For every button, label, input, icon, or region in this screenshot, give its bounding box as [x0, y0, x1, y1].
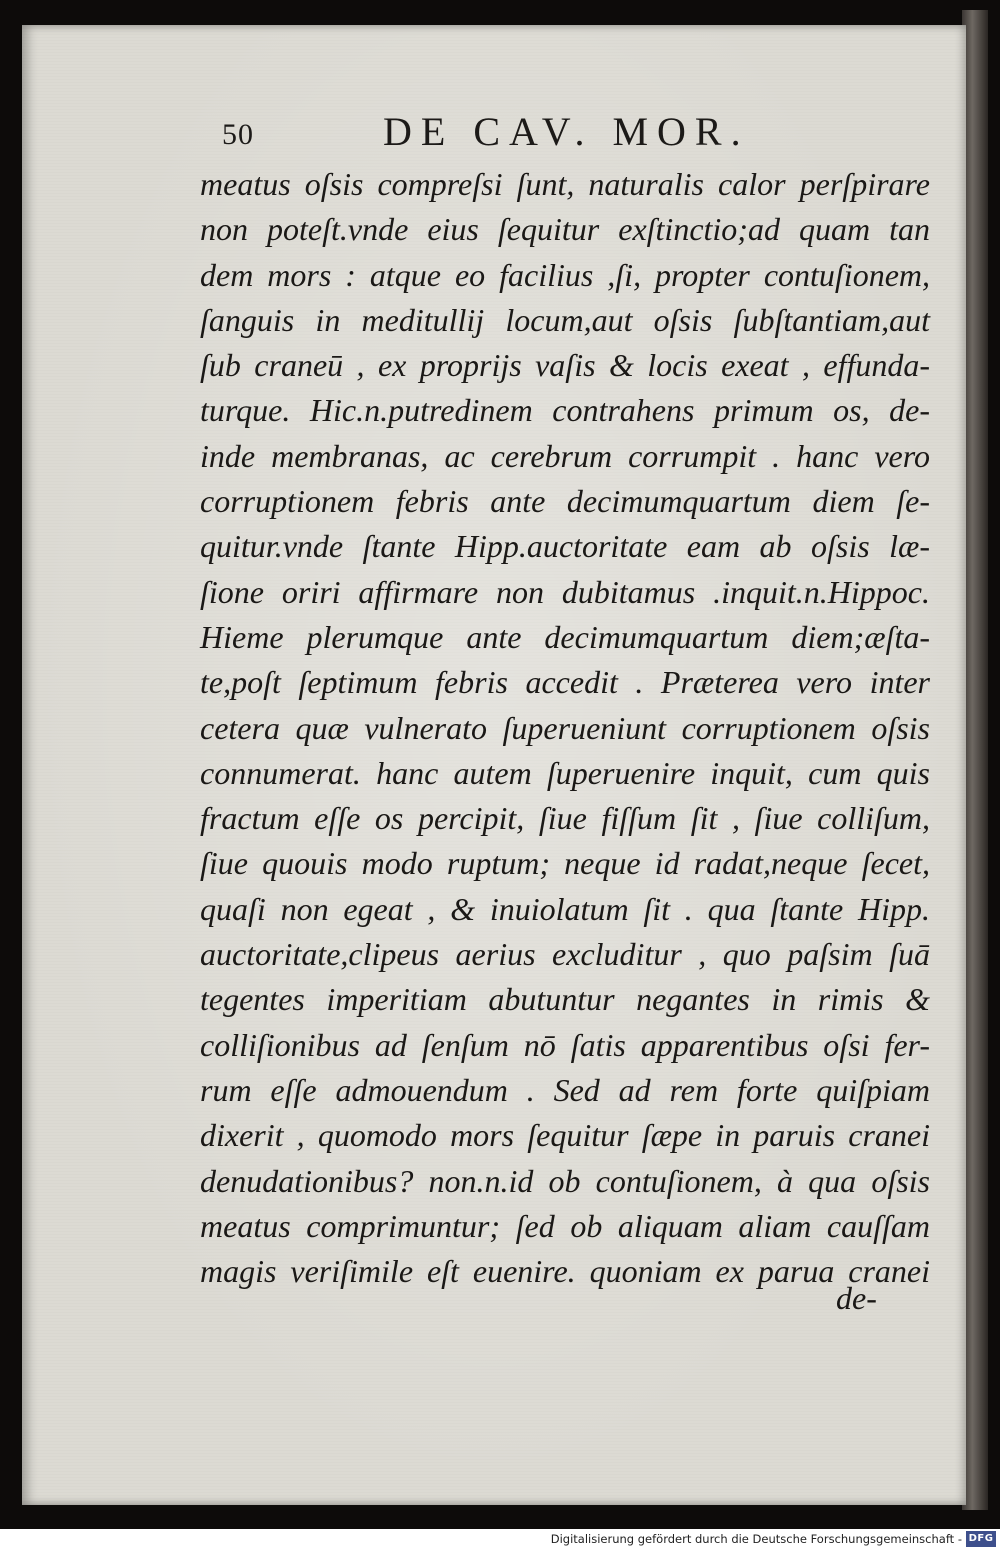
- text-line: denudationibus? non.n.id ob contuſionem, à qua oſsis: [200, 1162, 930, 1199]
- text-line: dem mors : atque eo facilius ,ſi, propter contuſionem,: [200, 256, 930, 293]
- text-line: colliſionibus ad ſenſum nō ſatis apparentibus oſsi fer-: [200, 1026, 930, 1063]
- running-title: DE CAV. MOR.: [383, 109, 750, 154]
- catchword: de-: [836, 1280, 877, 1316]
- text-line: ſanguis in meditullij locum,aut oſsis ſubſtantiam,aut: [200, 301, 930, 338]
- text-line: magis veriſimile eſt euenire. quoniam ex parua cranei: [200, 1253, 930, 1290]
- text-line: dixerit , quomodo mors ſequitur ſæpe in paruis cranei: [200, 1117, 930, 1154]
- text-line: ſiue quouis modo ruptum; neque id radat,neque ſecet,: [200, 845, 930, 882]
- body-text: [200, 162, 930, 1294]
- text-line: quitur.vnde ſtante Hipp.auctoritate eam ab oſsis læ-: [200, 528, 930, 565]
- text-line: turque. Hic.n.putredinem contrahens primum os, de-: [200, 392, 930, 429]
- text-line: meatus comprimuntur; ſed ob aliquam aliam cauſſam: [200, 1207, 930, 1244]
- footer-bar: [0, 1529, 1000, 1551]
- text-line: meatus oſsis compreſsi ſunt, naturalis calor perſpirare: [200, 166, 930, 202]
- text-line: cetera quæ vulnerato ſuperueniunt corruptionem oſsis: [200, 709, 930, 746]
- text-line: rum eſſe admouendum . Sed ad rem forte quiſpiam: [200, 1071, 930, 1108]
- text-line: tegentes imperitiam abutuntur negantes in rimis &: [200, 981, 930, 1018]
- text-line: te,poſt ſeptimum febris accedit . Præterea vero inter: [200, 664, 930, 701]
- text-line: corruptionem febris ante decimumquartum diem ſe-: [200, 483, 930, 520]
- text-line: fractum eſſe os percipit, ſiue fiſſum ſit , ſiue colliſum,: [200, 800, 930, 837]
- funding-credit: Digitalisierung gefördert durch die Deutsche Forschungsgemeinschaft -: [550, 1532, 962, 1546]
- text-line: connumerat. hanc autem ſuperuenire inquit, cum quis: [200, 754, 930, 791]
- text-line: auctoritate,clipeus aerius excluditur , quo paſsim ſuā: [200, 936, 930, 973]
- page-number: 50: [222, 118, 254, 151]
- text-line: inde membranas, ac cerebrum corrumpit . hanc vero: [200, 437, 930, 474]
- dfg-logo-icon: DFG: [966, 1531, 996, 1547]
- text-line: ſione oriri affirmare non dubitamus .inquit.n.Hippoc.: [200, 573, 930, 610]
- text-line: quaſi non egeat , & inuiolatum ſit . qua ſtante Hipp.: [200, 890, 930, 927]
- running-head: [0, 108, 1000, 158]
- text-line: ſub craneū , ex proprijs vaſis & locis exeat , effunda-: [200, 347, 930, 384]
- text-line: non poteſt.vnde eius ſequitur exſtinctio;ad quam tan: [200, 211, 930, 248]
- text-line: Hieme plerumque ante decimumquartum diem;æſta-: [200, 618, 930, 655]
